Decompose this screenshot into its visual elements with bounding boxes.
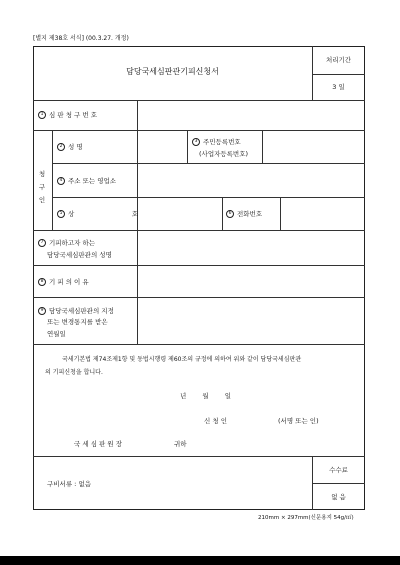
notice-date-line2: 또는 변경통지를 받은: [47, 318, 108, 326]
trade-name-label: [57, 210, 138, 218]
claim-number-label: [38, 111, 97, 119]
row-line-9: [33, 456, 365, 457]
attachment-label: 구비서류 : 없음: [47, 480, 91, 488]
circled-number-3: 3: [192, 138, 200, 146]
reason-label: [38, 278, 89, 286]
judge-name-field[interactable]: [138, 231, 364, 264]
resident-number-field[interactable]: [263, 131, 364, 162]
phone-field[interactable]: [281, 198, 364, 229]
name-field[interactable]: [138, 131, 186, 162]
notice-date-line3: 연월일: [47, 330, 66, 338]
phone-label-line: [222, 197, 223, 230]
fee-value: 없 음: [331, 493, 346, 501]
application-date: 년 월 일: [180, 392, 231, 400]
circled-number-8: 8: [38, 278, 46, 286]
judge-name-line1: 기피하고자 하는: [49, 239, 96, 247]
circled-number-6: 6: [226, 210, 234, 218]
reason-text: 기 피 의 이 유: [49, 278, 89, 286]
circled-number-1: 1: [38, 111, 46, 119]
row-line-8: [33, 344, 365, 345]
processing-divider: [312, 74, 365, 75]
business-number-label: (사업자등록번호): [199, 150, 249, 158]
circled-number-4: 4: [57, 177, 65, 185]
claimant-label: 청구인: [38, 170, 46, 204]
processing-period-label: 처리기간: [325, 56, 352, 64]
statement-line1: 국세기본법 제74조제1항 및 동법시행령 제60조의 규정에 의하여 위와 같이 담당국세심판관: [62, 356, 302, 363]
signature-field[interactable]: [240, 412, 276, 426]
fee-label: 수수료: [329, 466, 348, 474]
bottom-bar: [0, 556, 400, 565]
circled-number-2: 2: [57, 143, 65, 151]
form-header: [별지 제38호 서식] (00.3.27. 개정): [33, 35, 129, 42]
honorific-label: 귀하: [174, 440, 187, 448]
resident-number-label: [192, 138, 241, 146]
claimant-column-line: [52, 130, 53, 230]
judge-name-line2: 담당국세심판관의 성명: [47, 251, 112, 259]
processing-period-value: 3 일: [332, 83, 345, 91]
statement-line2: 의 기피신청을 합니다.: [45, 369, 103, 376]
resident-number-text: 주민등록번호: [203, 138, 241, 146]
address-label: [57, 177, 116, 185]
circled-number-5: 5: [57, 210, 65, 218]
resident-label-line: [187, 130, 188, 163]
notice-date-field[interactable]: [138, 298, 364, 343]
circled-number-9: 9: [38, 307, 46, 315]
recipient-label: 국 세 심 판 원 장: [74, 440, 123, 448]
name-text: 성 명: [68, 143, 83, 151]
applicant-label: 신 청 인: [204, 417, 227, 425]
title-divider: [312, 46, 313, 100]
fee-row-line: [312, 483, 365, 484]
phone-text: 전화번호: [237, 210, 263, 218]
reason-field[interactable]: [138, 266, 364, 296]
name-label: [57, 143, 83, 151]
phone-label: [226, 210, 262, 218]
trade-name-text: 상 호: [68, 210, 138, 218]
circled-number-7: 7: [38, 239, 46, 247]
notice-date-label: [38, 307, 114, 315]
judge-name-label: [38, 239, 95, 247]
form-title: 담당국세심판관기피신청서: [126, 67, 219, 76]
address-field[interactable]: [138, 164, 364, 196]
notice-date-line1: 담당국세심판관의 지정: [49, 307, 114, 315]
claim-number-text: 심 판 청 구 번 호: [49, 111, 98, 119]
address-text: 주소 또는 영업소: [68, 177, 117, 185]
claim-number-field[interactable]: [138, 101, 364, 129]
signature-label: (서명 또는 인): [278, 417, 319, 425]
trade-name-field[interactable]: [138, 198, 221, 229]
paper-size: 210mm × 297mm(신문용지 54g/㎡): [258, 515, 354, 521]
